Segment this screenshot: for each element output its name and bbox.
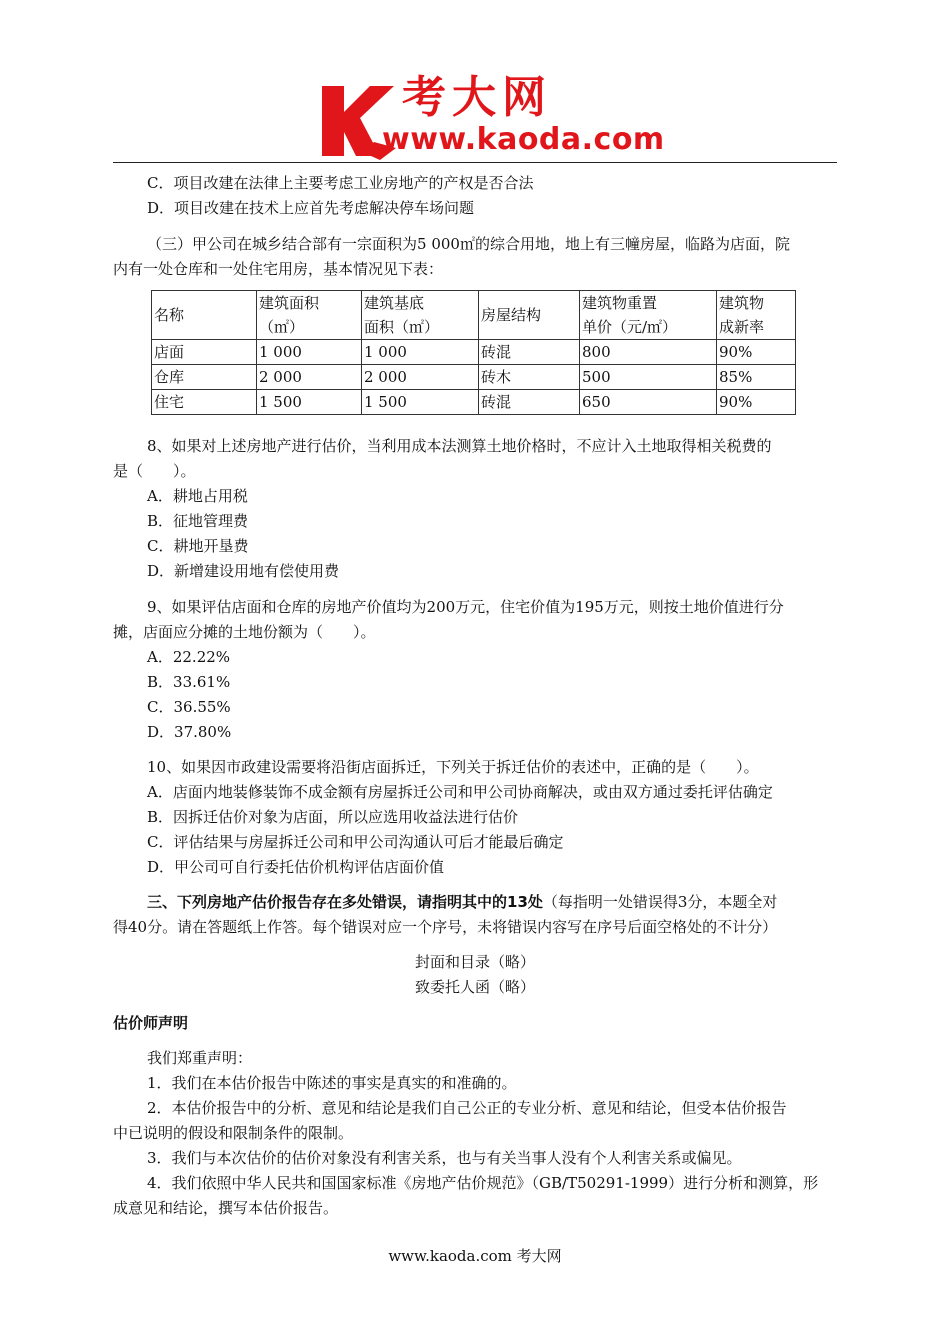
table-cell: 85%: [717, 365, 796, 390]
section3-title: [147, 892, 877, 912]
table-cell: 1 000: [257, 340, 362, 365]
q8-stem-line2: 是（ ）。: [113, 462, 196, 480]
table-cell: 1 500: [362, 390, 479, 415]
q9-option-a: A．22.22%: [147, 648, 231, 666]
header-cell: 房屋结构: [479, 291, 580, 340]
header-divider: [113, 162, 837, 163]
table-row: [152, 340, 796, 365]
q10-stem: 10、如果因市政建设需要将沿街店面拆迁，下列关于拆迁估价的表述中，正确的是（ ）。: [147, 758, 759, 776]
statement-item-2-line2: 中已说明的假设和限制条件的限制。: [113, 1124, 354, 1142]
header-cell: 建筑面积 （㎡）: [257, 291, 362, 340]
q8-stem-line1: 8、如果对上述房地产进行估价，当利用成本法测算土地价格时，不应计入土地取得相关税费的: [147, 437, 772, 455]
table-cell: 仓库: [152, 365, 257, 390]
statement-item-3: 3．我们与本次估价的估价对象没有利害关系，也与有关当事人没有个人利害关系或偏见。: [147, 1149, 742, 1167]
prev-option-c: C．项目改建在法律上主要考虑工业房地产的产权是否合法: [147, 174, 534, 192]
table-cell: 砖木: [479, 365, 580, 390]
table-cell: 2 000: [362, 365, 479, 390]
q10-option-a: A．店面内地装修装饰不成金额有房屋拆迁公司和甲公司协商解决，或由双方通过委托评估确定: [147, 783, 773, 801]
table-cell: 90%: [717, 390, 796, 415]
section3-title-bold: 三、下列房地产估价报告存在多处错误，请指明其中的13处: [147, 893, 543, 911]
q10-option-c: C．评估结果与房屋拆迁公司和甲公司沟通认可后才能最后确定: [147, 833, 564, 851]
table-cell: 砖混: [479, 340, 580, 365]
table-cell: 650: [580, 390, 717, 415]
q9-option-b: B．33.61%: [147, 673, 231, 691]
statement-item-2-line1: 2．本估价报告中的分析、意见和结论是我们自己公正的专业分析、意见和结论，但受本估价报告: [147, 1099, 787, 1117]
table-cell: 砖混: [479, 390, 580, 415]
header-cell: 建筑基底 面积（㎡）: [362, 291, 479, 340]
kaoda-logo[interactable]: [318, 72, 665, 160]
statement-item-1: 1．我们在本估价报告中陈述的事实是真实的和准确的。: [147, 1074, 517, 1092]
statement-item-4-line1: 4．我们依照中华人民共和国国家标准《房地产估价规范》（GB/T50291-1999）进行分析和测算，形: [147, 1174, 819, 1192]
table-cell: 500: [580, 365, 717, 390]
table-cell: 1 500: [257, 390, 362, 415]
logo-chinese-name: 考大网: [402, 72, 552, 123]
page-footer[interactable]: www.kaoda.com 考大网: [388, 1247, 562, 1265]
logo-url: www.kaoda.com: [382, 122, 665, 157]
statement-item-4-line2: 成意见和结论，撰写本估价报告。: [113, 1199, 339, 1217]
property-info-table: [151, 290, 796, 415]
letter-note: 致委托人函（略）: [414, 978, 535, 996]
table-cell: 90%: [717, 340, 796, 365]
table-header-row: [152, 291, 796, 340]
q10-option-d: D．甲公司可自行委托估价机构评估店面价值: [147, 858, 445, 876]
q8-option-a: A．耕地占用税: [147, 487, 248, 505]
statement-heading: 估价师声明: [113, 1014, 189, 1032]
section3-title-line2: 得40分。请在答题纸上作答。每个错误对应一个序号，未将错误内容写在序号后面空格处的不计分）: [113, 918, 778, 936]
q9-option-d: D．37.80%: [147, 723, 232, 741]
table-cell: 2 000: [257, 365, 362, 390]
cover-toc-note: 封面和目录（略）: [414, 953, 535, 971]
header-cell: 建筑物 成新率: [717, 291, 796, 340]
case3-intro-line1: （三）甲公司在城乡结合部有一宗面积为5 000㎡的综合用地，地上有三幢房屋，临路为店面，院: [147, 235, 790, 253]
q9-stem-line2: 摊，店面应分摊的土地份额为（ ）。: [113, 623, 376, 641]
table-cell: 店面: [152, 340, 257, 365]
q9-option-c: C．36.55%: [147, 698, 231, 716]
q8-option-c: C．耕地开垦费: [147, 537, 249, 555]
header-cell: 名称: [152, 291, 257, 340]
table-cell: 1 000: [362, 340, 479, 365]
statement-intro: 我们郑重声明：: [147, 1049, 253, 1067]
table-row: [152, 390, 796, 415]
table-row: [152, 365, 796, 390]
case3-intro-line2: 内有一处仓库和一处住宅用房，基本情况见下表：: [113, 260, 444, 278]
q8-option-d: D．新增建设用地有偿使用费: [147, 562, 340, 580]
q8-option-b: B．征地管理费: [147, 512, 249, 530]
q9-stem-line1: 9、如果评估店面和仓库的房地产价值均为200万元，住宅价值为195万元，则按土地价值进行分: [147, 598, 784, 616]
table-cell: 住宅: [152, 390, 257, 415]
table-cell: 800: [580, 340, 717, 365]
q10-option-b: B．因拆迁估价对象为店面，所以应选用收益法进行估价: [147, 808, 519, 826]
prev-option-d: D．项目改建在技术上应首先考虑解决停车场问题: [147, 199, 475, 217]
header-cell: 建筑物重置 单价（元/㎡）: [580, 291, 717, 340]
section3-title-rest: （每指明一处错误得3分，本题全对: [542, 893, 778, 911]
